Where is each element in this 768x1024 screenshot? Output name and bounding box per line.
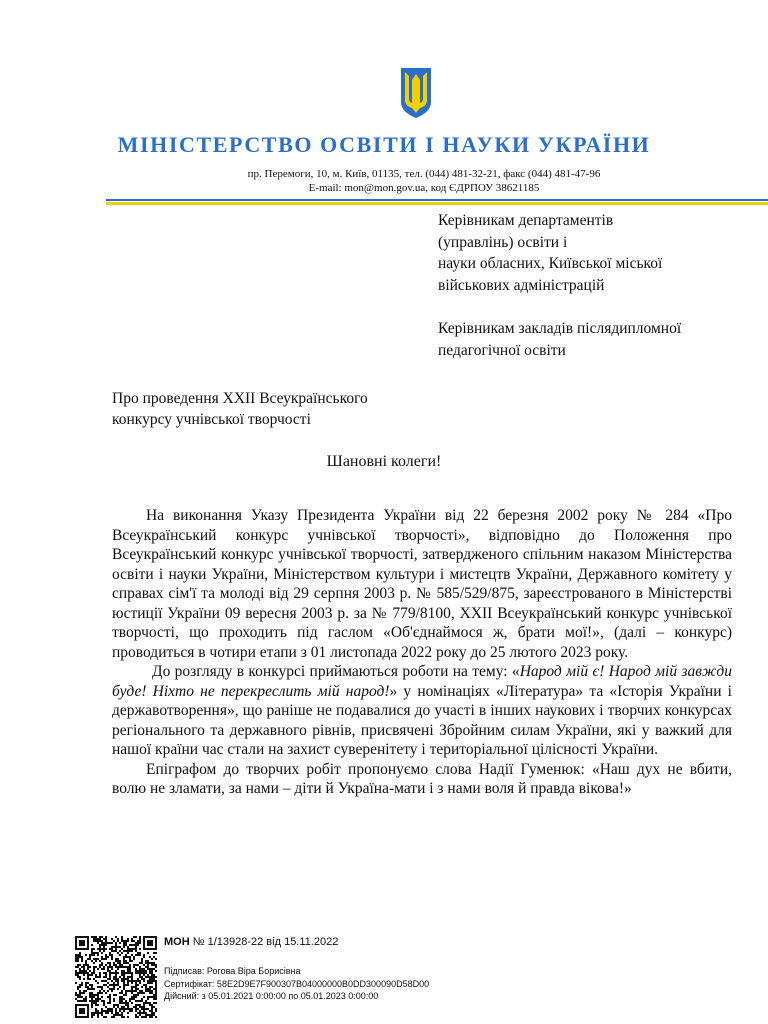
contest-theme: Народ мій є! Народ мій завжди буде! Ніхто не перекреслить мій народ!	[112, 663, 732, 700]
certificate: Сертифікат: 58E2D9E7F900307B04000000B0DD300090D58D00	[164, 978, 430, 989]
address-line: пр. Перемоги, 10, м. Київ, 01135, тел. (044) 481-32-21, факс (044) 481-47-96	[247, 168, 601, 180]
letter-body	[112, 506, 732, 799]
validity: Дійсний: з 05.01.2021 0:00:00 по 05.01.2023 0:00:00	[164, 991, 379, 1001]
registration-number	[164, 936, 429, 948]
body-paragraph: На виконання Указу Президента України від 22 березня 2002 року № 284 «Про Всеукраїнський конкурс учнівської творчості», відповідно до Положення про Всеукраїнський конкурс учнівської творчості, затвердженого спільним наказом Міністерства освіти і науки України, Міністерством культури і мистецтв України, Державного комітету у справах сім'ї та молоді від 29 серпня 2003 р. № 585/529/875, зареєстрованого в Міністерстві юстиції України 09 вересня 2003 р. за № 779/8100, XXII Всеукраїнський конкурс учнівської творчості, що проходить під гаслом «Об'єднаймося ж, брати мої!», (далі – конкурс) проводиться в чотири етапи з 01 листопада 2022 року до 25 лютого 2023 року.	[112, 507, 732, 661]
recipients	[438, 210, 758, 361]
subject-line: конкурсу учнівської творчості	[112, 411, 311, 428]
subject-line: Про проведення XXII Всеукраїнського	[112, 390, 368, 407]
recipient-line: науки обласних, Київської міської	[438, 255, 663, 272]
recipient-line: військових адміністрацій	[438, 276, 605, 294]
recipient-line: Керівникам закладів післядипломної	[438, 320, 682, 337]
email-line: E-mail: mon@mon.gov.ua, код ЄДРПОУ 38621185	[308, 182, 540, 194]
recipient-line: (управлінь) освіти і	[438, 233, 568, 251]
ministry-name: МІНІСТЕРСТВО ОСВІТИ І НАУКИ УКРАЇНИ	[117, 132, 651, 157]
body-text: » у номінаціях «Література» та «Історія України і державотворення», що раніше не подавалися до участі в інших наукових і творчих конкурсах регіонального та державного рівнів, присвячені Збройним силам України, які у важкий для нашої країни час стали на захист суверенітету і територіальної цілісності України.	[112, 682, 732, 758]
greeting: Шановні колеги!	[326, 453, 442, 470]
org-abbrev: МОН	[164, 936, 190, 948]
reg-number: № 1/13928-22 від 15.11.2022	[192, 936, 339, 948]
recipient-line: педагогічної освіти	[438, 341, 566, 359]
body-paragraph: Епіграфом до творчих робіт пропонуємо слова Надії Гуменюк: «Наш дух не вбити, волю не зламати, за нами – діти й Україна-мати і з нами воля й правда вікова!»	[112, 760, 732, 797]
header-rule-blue	[106, 199, 768, 201]
letter-subject	[112, 388, 368, 430]
recipient-line: Керівникам департаментів	[438, 212, 614, 229]
body-text: До розгляду в конкурсі приймаються роботи на тему: «	[152, 663, 520, 680]
signer: Підписав: Рогова Віра Борисівна	[164, 966, 301, 976]
header-rule-yellow	[106, 202, 768, 205]
qr-code-icon	[75, 936, 157, 1018]
e-signature-block	[164, 936, 429, 1003]
tryzub-icon	[399, 66, 433, 120]
body-paragraph	[112, 662, 732, 760]
